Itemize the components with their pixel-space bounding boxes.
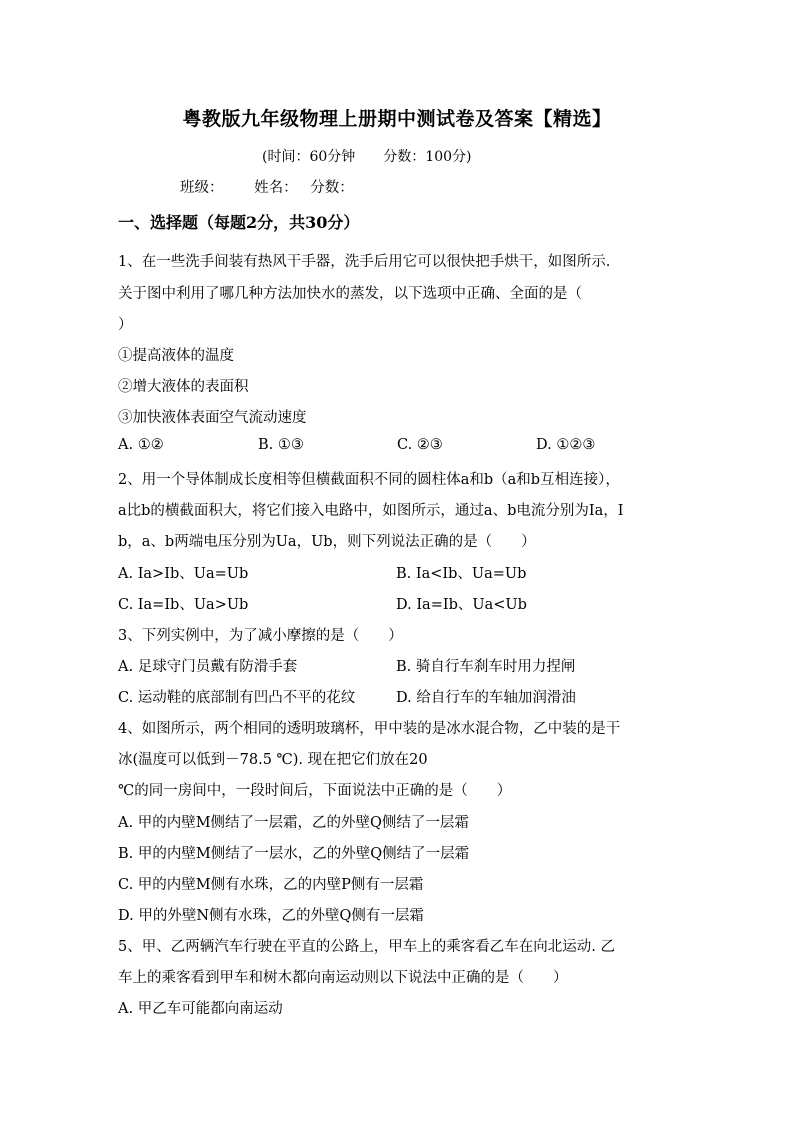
q4-line-2: 冰(温度可以低到－78.5 ℃). 现在把它们放在20: [118, 752, 428, 768]
q1-option-d: D. ①②③: [536, 437, 596, 453]
q5-line-2: 车上的乘客看到甲车和树木都向南运动则以下说法中正确的是（ ）: [118, 970, 568, 986]
q4-line-3: ℃的同一房间中，一段时间后，下面说法中正确的是（ ）: [118, 783, 512, 799]
q2-line-3: b，a、b两端电压分别为Ua，Ub，则下列说法正确的是（ ）: [118, 534, 536, 550]
q4-option-d: D. 甲的外壁N侧有水珠，乙的外壁Q侧有一层霜: [118, 908, 424, 924]
q2-option-c: C. Ia=Ib、Ua>Ub: [118, 597, 249, 613]
q1-option-a: A. ①②: [118, 437, 164, 453]
q2-line-2: a比b的横截面积大，将它们接入电路中，如图所示，通过a、b电流分别为Ia，I: [118, 503, 624, 519]
q3-option-a: A. 足球守门员戴有防滑手套: [118, 659, 298, 675]
q1-line-3: ）: [118, 317, 133, 333]
q4-option-c: C. 甲的内壁M侧有水珠，乙的内壁P侧有一层霜: [118, 877, 424, 893]
q4-option-b: B. 甲的内壁M侧结了一层水，乙的外壁Q侧结了一层霜: [118, 846, 470, 862]
q2-option-b: B. Ia<Ib、Ua=Ub: [396, 566, 527, 582]
page-title: 粤教版九年级物理上册期中测试卷及答案【精选】: [182, 108, 612, 130]
q4-line-1: 4、如图所示，两个相同的透明玻璃杯，甲中装的是冰水混合物，乙中装的是干: [118, 721, 621, 737]
q1-option-c: C. ②③: [397, 437, 443, 453]
q1-item-2: ②增大液体的表面积: [118, 379, 249, 395]
q5-line-1: 5、甲、乙两辆汽车行驶在平直的公路上，甲车上的乘客看乙车在向北运动. 乙: [118, 939, 615, 955]
name-label: 姓名：: [254, 180, 298, 196]
q1-option-b: B. ①③: [258, 437, 304, 453]
q1-item-1: ①提高液体的温度: [118, 348, 234, 364]
q3-option-b: B. 骑自行车刹车时用力捏闸: [396, 659, 576, 675]
time-limit: (时间：60分钟: [262, 149, 356, 165]
q1-item-3: ③加快液体表面空气流动速度: [118, 410, 307, 426]
total-score: 分数：100分): [383, 149, 472, 165]
q4-option-a: A. 甲的内壁M侧结了一层霜，乙的外壁Q侧结了一层霜: [118, 815, 469, 831]
q3-line-1: 3、下列实例中，为了减小摩擦的是（ ）: [118, 628, 403, 644]
q1-line-1: 1、在一些洗手间装有热风干手器，洗手后用它可以很快把手烘干，如图所示.: [118, 254, 611, 270]
q5-option-a: A. 甲乙车可能都向南运动: [118, 1001, 283, 1017]
student-info-line: [180, 176, 354, 197]
q3-option-c: C. 运动鞋的底部制有凹凸不平的花纹: [118, 690, 356, 706]
section-heading: 一、选择题（每题2分，共30分）: [118, 213, 360, 232]
q2-option-a: A. Ia>Ib、Ua=Ub: [118, 566, 249, 582]
score-label: 分数：: [310, 180, 354, 196]
q2-option-d: D. Ia=Ib、Ua<Ub: [396, 597, 527, 613]
q3-option-d: D. 给自行车的车轴加润滑油: [396, 690, 576, 706]
exam-meta: [262, 146, 471, 166]
class-label: 班级：: [180, 180, 224, 196]
q1-line-2: 关于图中利用了哪几种方法加快水的蒸发，以下选项中正确、全面的是（: [118, 286, 582, 302]
q2-line-1: 2、用一个导体制成长度相等但横截面积不同的圆柱体a和b（a和b互相连接），: [118, 472, 620, 488]
